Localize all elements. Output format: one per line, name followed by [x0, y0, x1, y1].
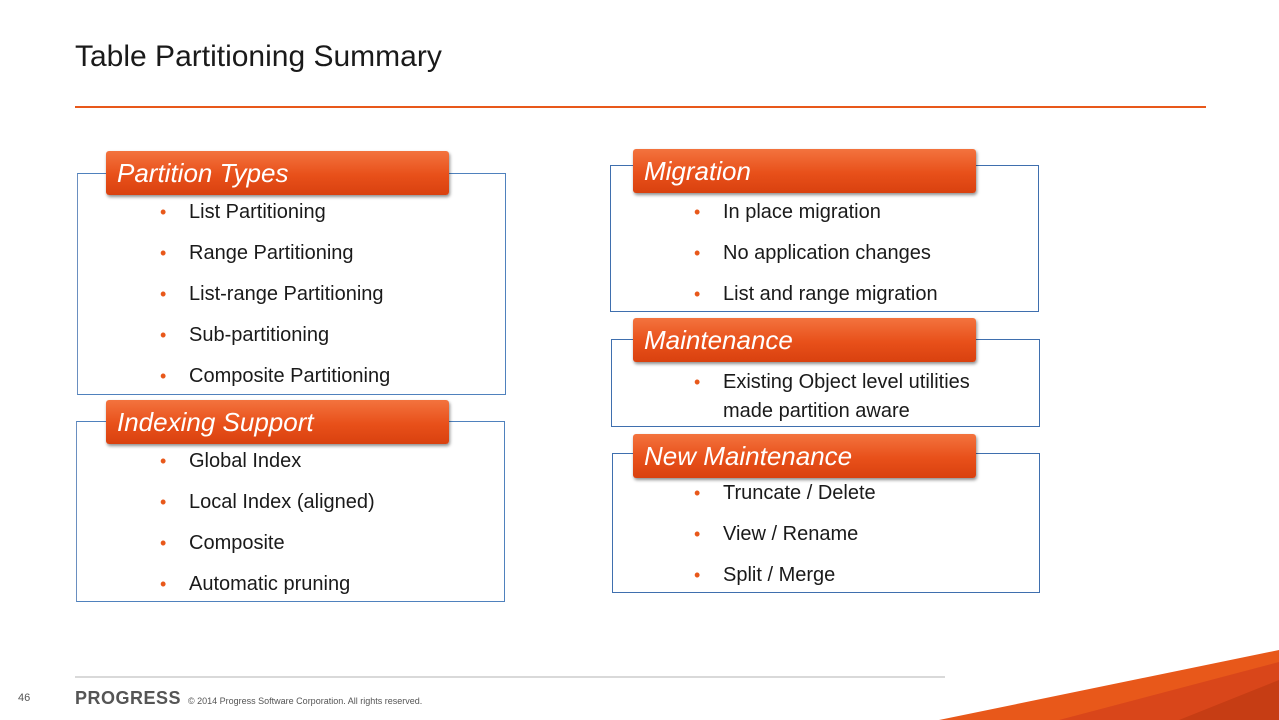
list-item: • List and range migration	[694, 283, 938, 305]
list-item: • No application changes	[694, 242, 931, 264]
title-underline	[75, 106, 1206, 108]
list-item: • View / Rename	[694, 523, 859, 545]
list-item: • Automatic pruning	[160, 573, 351, 595]
new-maintenance-list	[694, 482, 876, 587]
maintenance-list	[694, 368, 1024, 426]
list-item: • Split / Merge	[694, 564, 836, 586]
bullet-icon: •	[160, 533, 167, 553]
list-item: • List Partitioning	[160, 201, 326, 223]
bullet-icon: •	[694, 284, 701, 304]
bullet-icon: •	[160, 451, 167, 471]
indexing-support-header: Indexing Support	[106, 400, 449, 444]
bullet-icon: •	[160, 366, 167, 386]
partition-types-header: Partition Types	[106, 151, 449, 195]
bullet-icon: •	[160, 284, 167, 304]
copyright-text: © 2014 Progress Software Corporation. All rights reserved.	[188, 696, 423, 706]
list-item: • Global Index	[160, 450, 302, 472]
indexing-support-list	[160, 450, 375, 596]
bullet-icon: •	[694, 372, 701, 392]
bullet-icon: •	[694, 243, 701, 263]
migration-header: Migration	[633, 149, 976, 193]
progress-logo: PROGRESS	[75, 688, 182, 708]
bullet-icon: •	[694, 524, 701, 544]
slide-title: Table Partitioning Summary	[75, 40, 442, 73]
bullet-icon: •	[160, 492, 167, 512]
list-item: • Sub-partitioning	[160, 324, 330, 346]
footer-divider	[75, 676, 945, 678]
new-maintenance-header: New Maintenance	[633, 434, 976, 478]
list-item: • Existing Object level utilities made partition aware	[694, 368, 1024, 426]
list-item: • In place migration	[694, 201, 881, 223]
bullet-icon: •	[160, 243, 167, 263]
list-item: • Composite Partitioning	[160, 365, 391, 387]
bullet-icon: •	[694, 483, 701, 503]
list-item: • Truncate / Delete	[694, 482, 876, 504]
partition-types-list	[160, 201, 390, 388]
list-item: • Local Index (aligned)	[160, 491, 375, 513]
corner-decoration	[939, 650, 1279, 720]
bullet-icon: •	[694, 202, 701, 222]
page-number: 46	[18, 692, 31, 704]
list-item: • Composite	[160, 532, 285, 554]
bullet-icon: •	[160, 202, 167, 222]
maintenance-header: Maintenance	[633, 318, 976, 362]
bullet-icon: •	[160, 574, 167, 594]
bullet-icon: •	[694, 565, 701, 585]
list-item: • List-range Partitioning	[160, 283, 384, 305]
migration-list	[694, 201, 938, 306]
bullet-icon: •	[160, 325, 167, 345]
list-item: • Range Partitioning	[160, 242, 354, 264]
